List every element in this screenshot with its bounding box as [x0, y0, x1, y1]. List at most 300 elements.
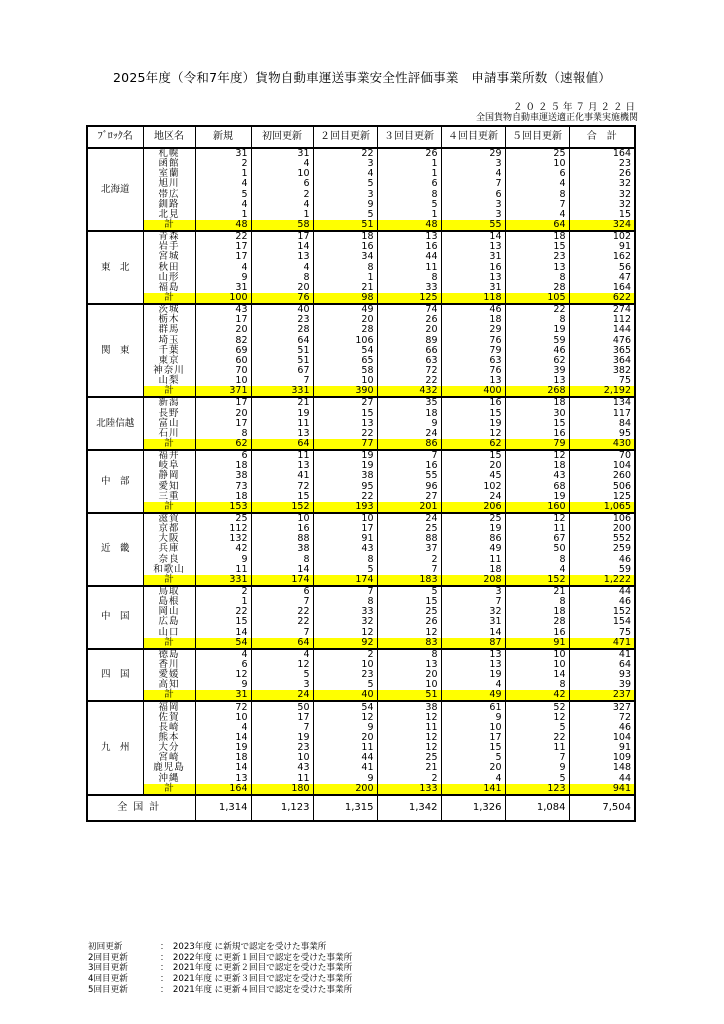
count-cell: 51 [251, 356, 313, 366]
count-cell: 3 [441, 200, 505, 210]
footnote-key: 5回目更新 [88, 984, 128, 995]
subtotal-cell: 324 [569, 220, 635, 231]
area-name: 熊本 [143, 733, 195, 743]
count-cell: 38 [251, 544, 313, 554]
count-cell: 5 [377, 200, 441, 210]
count-cell: 20 [441, 763, 505, 773]
subtotal-cell: 48 [377, 220, 441, 231]
count-cell: 17 [195, 419, 251, 429]
subtotal-label: 計 [143, 220, 195, 231]
count-cell: 12 [505, 450, 569, 461]
count-cell: 106 [313, 336, 377, 346]
count-cell: 13 [313, 419, 377, 429]
area-name: 愛知 [143, 482, 195, 492]
count-cell: 40 [251, 304, 313, 315]
count-cell: 17 [195, 242, 251, 252]
count-cell: 41 [313, 763, 377, 773]
count-cell: 4 [195, 179, 251, 189]
subtotal-cell: 2,192 [569, 386, 635, 397]
count-cell: 10 [313, 376, 377, 386]
area-name: 静岡 [143, 471, 195, 481]
footnote-key: 2回目更新 [88, 952, 128, 963]
count-cell: 8 [377, 190, 441, 200]
count-cell: 79 [441, 346, 505, 356]
count-cell: 19 [505, 492, 569, 502]
area-name: 福井 [143, 450, 195, 461]
count-cell: 6 [251, 179, 313, 189]
count-cell: 14 [195, 763, 251, 773]
count-cell: 93 [569, 670, 635, 680]
count-cell: 61 [441, 701, 505, 712]
area-name: 秋田 [143, 263, 195, 273]
count-cell: 70 [195, 366, 251, 376]
count-cell: 144 [569, 325, 635, 335]
subtotal-cell: 83 [377, 638, 441, 649]
area-name: 広島 [143, 617, 195, 627]
count-cell: 18 [313, 231, 377, 242]
footnote-text: ： 2022年度 に更新１回目で認定を受けた事業所 [160, 952, 353, 963]
area-name: 愛媛 [143, 670, 195, 680]
count-cell: 4 [251, 200, 313, 210]
count-cell: 14 [251, 565, 313, 575]
count-cell: 1 [251, 210, 313, 220]
count-cell: 8 [313, 597, 377, 607]
subtotal-label: 計 [143, 638, 195, 649]
count-cell: 88 [377, 534, 441, 544]
count-cell: 54 [313, 701, 377, 712]
subtotal-cell: 941 [569, 784, 635, 795]
subtotal-cell: 77 [313, 439, 377, 450]
count-cell: 75 [569, 376, 635, 386]
count-cell: 9 [313, 773, 377, 783]
count-cell: 63 [441, 356, 505, 366]
count-cell: 7 [251, 597, 313, 607]
area-name: 青森 [143, 231, 195, 242]
count-cell: 69 [195, 346, 251, 356]
footnote-item [88, 963, 352, 974]
count-cell: 22 [505, 304, 569, 315]
count-cell: 8 [505, 190, 569, 200]
area-name: 栃木 [143, 315, 195, 325]
count-cell: 34 [313, 252, 377, 262]
count-cell: 11 [313, 743, 377, 753]
subtotal-cell: 64 [251, 638, 313, 649]
count-cell: 7 [377, 565, 441, 575]
page-title: 2025年度（令和7年度）貨物自動車運送事業安全性評価事業 申請事業所数（速報値） [113, 70, 611, 85]
count-cell: 15 [441, 450, 505, 461]
count-cell: 88 [251, 534, 313, 544]
count-cell: 1 [377, 210, 441, 220]
subtotal-cell: 55 [441, 220, 505, 231]
area-name: 三重 [143, 492, 195, 502]
count-cell: 6 [195, 450, 251, 461]
count-cell: 72 [377, 366, 441, 376]
area-name: 奈良 [143, 554, 195, 564]
count-cell: 4 [251, 649, 313, 660]
count-cell: 76 [441, 366, 505, 376]
count-cell: 6 [195, 660, 251, 670]
count-cell: 28 [505, 283, 569, 293]
count-cell: 46 [569, 597, 635, 607]
count-cell: 382 [569, 366, 635, 376]
area-name: 高知 [143, 680, 195, 690]
count-cell: 13 [441, 242, 505, 252]
count-cell: 10 [251, 753, 313, 763]
count-cell: 17 [195, 315, 251, 325]
count-cell: 162 [569, 252, 635, 262]
count-cell: 1 [195, 169, 251, 179]
count-cell: 18 [195, 461, 251, 471]
count-cell: 33 [377, 283, 441, 293]
count-cell: 16 [505, 429, 569, 439]
national-total-cell: 7,504 [569, 795, 635, 821]
subtotal-row [87, 690, 635, 701]
count-cell: 17 [313, 524, 377, 534]
table-header-row [87, 126, 635, 148]
count-cell: 17 [195, 397, 251, 408]
count-cell: 91 [569, 242, 635, 252]
count-cell: 3 [441, 586, 505, 597]
count-cell: 12 [505, 513, 569, 524]
subtotal-cell: 206 [441, 502, 505, 513]
subtotal-label: 計 [143, 439, 195, 450]
count-cell: 22 [251, 607, 313, 617]
subtotal-cell: 54 [195, 638, 251, 649]
count-cell: 104 [569, 461, 635, 471]
area-name: 山形 [143, 273, 195, 283]
count-cell: 54 [313, 346, 377, 356]
count-cell: 19 [505, 325, 569, 335]
count-cell: 2 [195, 586, 251, 597]
count-cell: 31 [195, 283, 251, 293]
area-name: 帯広 [143, 190, 195, 200]
count-cell: 24 [377, 513, 441, 524]
subtotal-cell: 432 [377, 386, 441, 397]
count-cell: 50 [505, 544, 569, 554]
count-cell: 13 [251, 252, 313, 262]
count-cell: 42 [195, 544, 251, 554]
count-cell: 28 [251, 325, 313, 335]
count-cell: 21 [313, 283, 377, 293]
count-cell: 46 [505, 346, 569, 356]
count-cell: 26 [377, 148, 441, 159]
count-cell: 10 [441, 723, 505, 733]
count-cell: 66 [377, 346, 441, 356]
subtotal-cell: 62 [195, 439, 251, 450]
count-cell: 4 [195, 649, 251, 660]
count-cell: 28 [505, 617, 569, 627]
count-cell: 43 [195, 304, 251, 315]
count-cell: 15 [569, 210, 635, 220]
block-name: 中 部 [87, 450, 143, 513]
count-cell: 41 [251, 471, 313, 481]
count-cell: 89 [377, 336, 441, 346]
subtotal-label: 計 [143, 784, 195, 795]
count-cell: 476 [569, 336, 635, 346]
count-cell: 55 [377, 471, 441, 481]
count-cell: 4 [505, 179, 569, 189]
count-cell: 102 [569, 231, 635, 242]
table-row [87, 701, 635, 712]
header-block: ﾌﾞﾛｯｸ名 [87, 126, 143, 148]
area-name: 岡山 [143, 607, 195, 617]
count-cell: 96 [377, 482, 441, 492]
count-cell: 17 [251, 231, 313, 242]
count-cell: 39 [505, 366, 569, 376]
count-cell: 12 [377, 733, 441, 743]
count-cell: 18 [505, 397, 569, 408]
table-row [87, 763, 635, 773]
count-cell: 72 [569, 713, 635, 723]
count-cell: 19 [251, 733, 313, 743]
count-cell: 13 [441, 649, 505, 660]
count-cell: 5 [377, 586, 441, 597]
count-cell: 16 [505, 627, 569, 637]
count-cell: 47 [569, 273, 635, 283]
subtotal-cell: 79 [505, 439, 569, 450]
count-cell: 5 [195, 190, 251, 200]
count-cell: 17 [441, 733, 505, 743]
count-cell: 327 [569, 701, 635, 712]
header-renewal-2: ２回目更新 [313, 126, 377, 148]
area-name: 石川 [143, 429, 195, 439]
count-cell: 9 [195, 273, 251, 283]
count-cell: 44 [569, 773, 635, 783]
subtotal-cell: 268 [505, 386, 569, 397]
count-cell: 22 [313, 492, 377, 502]
count-cell: 20 [195, 409, 251, 419]
report-date: ２０２５年７月２２日 [512, 102, 638, 113]
count-cell: 134 [569, 397, 635, 408]
subtotal-row [87, 638, 635, 649]
count-cell: 22 [195, 231, 251, 242]
count-cell: 9 [195, 554, 251, 564]
count-cell: 4 [505, 210, 569, 220]
area-name: 埼玉 [143, 336, 195, 346]
subtotal-cell: 51 [377, 690, 441, 701]
count-cell: 109 [569, 753, 635, 763]
count-cell: 9 [377, 419, 441, 429]
count-cell: 14 [441, 627, 505, 637]
count-cell: 23 [251, 315, 313, 325]
count-cell: 13 [377, 231, 441, 242]
count-cell: 125 [569, 492, 635, 502]
header-area: 地区名 [143, 126, 195, 148]
count-cell: 132 [195, 534, 251, 544]
subtotal-cell: 237 [569, 690, 635, 701]
subtotal-cell: 400 [441, 386, 505, 397]
count-cell: 22 [505, 733, 569, 743]
count-cell: 18 [505, 231, 569, 242]
area-name: 茨城 [143, 304, 195, 315]
subtotal-cell: 153 [195, 502, 251, 513]
count-cell: 22 [313, 429, 377, 439]
block-name: 関 東 [87, 304, 143, 397]
count-cell: 5 [313, 565, 377, 575]
footnote-key: 3回目更新 [88, 963, 128, 974]
subtotal-cell: 125 [377, 293, 441, 304]
count-cell: 7 [505, 753, 569, 763]
count-cell: 82 [195, 336, 251, 346]
count-cell: 14 [505, 670, 569, 680]
count-cell: 8 [251, 554, 313, 564]
count-cell: 7 [251, 627, 313, 637]
header-total: 合 計 [569, 126, 635, 148]
count-cell: 29 [441, 148, 505, 159]
count-cell: 63 [377, 356, 441, 366]
footnote-text: ： 2021年度 に更新３回目で認定を受けた事業所 [160, 974, 353, 985]
count-cell: 46 [569, 723, 635, 733]
count-cell: 18 [195, 492, 251, 502]
count-cell: 9 [505, 763, 569, 773]
count-cell: 2 [377, 773, 441, 783]
count-cell: 15 [441, 743, 505, 753]
subtotal-cell: 118 [441, 293, 505, 304]
count-cell: 19 [313, 461, 377, 471]
count-cell: 32 [441, 607, 505, 617]
count-cell: 62 [505, 356, 569, 366]
subtotal-cell: 133 [377, 784, 441, 795]
count-cell: 7 [251, 376, 313, 386]
count-cell: 8 [505, 273, 569, 283]
count-cell: 7 [313, 586, 377, 597]
subtotal-row [87, 386, 635, 397]
count-cell: 24 [377, 429, 441, 439]
count-cell: 49 [441, 544, 505, 554]
count-cell: 27 [313, 397, 377, 408]
count-cell: 32 [569, 190, 635, 200]
subtotal-cell: 183 [377, 575, 441, 586]
count-cell: 5 [251, 670, 313, 680]
count-cell: 11 [505, 743, 569, 753]
area-name: 宮崎 [143, 753, 195, 763]
count-cell: 30 [505, 409, 569, 419]
count-cell: 10 [505, 649, 569, 660]
subtotal-cell: 76 [251, 293, 313, 304]
count-cell: 9 [441, 713, 505, 723]
count-cell: 14 [251, 242, 313, 252]
count-cell: 16 [313, 242, 377, 252]
area-name: 兵庫 [143, 544, 195, 554]
count-cell: 104 [569, 733, 635, 743]
count-cell: 21 [251, 397, 313, 408]
area-name: 滋賀 [143, 513, 195, 524]
area-name: 長崎 [143, 723, 195, 733]
count-cell: 8 [251, 273, 313, 283]
count-cell: 50 [251, 701, 313, 712]
table-row [87, 325, 635, 335]
count-cell: 31 [251, 148, 313, 159]
count-cell: 4 [251, 263, 313, 273]
subtotal-cell: 1,065 [569, 502, 635, 513]
count-cell: 38 [313, 471, 377, 481]
count-cell: 38 [195, 471, 251, 481]
subtotal-cell: 49 [441, 690, 505, 701]
count-cell: 10 [377, 680, 441, 690]
count-cell: 76 [441, 336, 505, 346]
area-name: 山梨 [143, 376, 195, 386]
count-cell: 74 [377, 304, 441, 315]
subtotal-cell: 98 [313, 293, 377, 304]
count-cell: 72 [251, 482, 313, 492]
count-cell: 8 [377, 273, 441, 283]
subtotal-cell: 622 [569, 293, 635, 304]
area-name: 東京 [143, 356, 195, 366]
area-name: 室蘭 [143, 169, 195, 179]
count-cell: 59 [505, 336, 569, 346]
count-cell: 26 [377, 315, 441, 325]
subtotal-row [87, 220, 635, 231]
count-cell: 25 [377, 524, 441, 534]
count-cell: 4 [195, 200, 251, 210]
count-cell: 11 [377, 723, 441, 733]
area-name: 富山 [143, 419, 195, 429]
count-cell: 152 [569, 607, 635, 617]
area-name: 福岡 [143, 701, 195, 712]
block-name: 北海道 [87, 148, 143, 231]
count-cell: 59 [569, 565, 635, 575]
subtotal-cell: 100 [195, 293, 251, 304]
count-cell: 164 [569, 148, 635, 159]
national-total-cell: 1,326 [441, 795, 505, 821]
count-cell: 6 [505, 169, 569, 179]
area-name: 徳島 [143, 649, 195, 660]
area-name: 佐賀 [143, 713, 195, 723]
count-cell: 24 [441, 492, 505, 502]
applications-table [86, 125, 636, 822]
table-body [87, 148, 635, 821]
area-name: 鹿児島 [143, 763, 195, 773]
count-cell: 43 [313, 544, 377, 554]
count-cell: 72 [195, 701, 251, 712]
subtotal-cell: 152 [505, 575, 569, 586]
count-cell: 200 [569, 524, 635, 534]
count-cell: 11 [505, 524, 569, 534]
count-cell: 11 [195, 565, 251, 575]
national-total-cell: 1,342 [377, 795, 441, 821]
count-cell: 14 [195, 733, 251, 743]
block-name: 四 国 [87, 649, 143, 702]
count-cell: 2 [195, 159, 251, 169]
count-cell: 33 [313, 607, 377, 617]
count-cell: 15 [251, 492, 313, 502]
count-cell: 25 [441, 513, 505, 524]
area-name: 岩手 [143, 242, 195, 252]
count-cell: 43 [505, 471, 569, 481]
count-cell: 46 [569, 554, 635, 564]
footnote-item [88, 942, 352, 953]
count-cell: 51 [251, 346, 313, 356]
subtotal-cell: 91 [505, 638, 569, 649]
area-name: 宮城 [143, 252, 195, 262]
subtotal-cell: 200 [313, 784, 377, 795]
count-cell: 84 [569, 419, 635, 429]
count-cell: 21 [505, 586, 569, 597]
count-cell: 10 [313, 660, 377, 670]
count-cell: 12 [313, 627, 377, 637]
count-cell: 1 [377, 169, 441, 179]
count-cell: 8 [505, 315, 569, 325]
count-cell: 5 [441, 753, 505, 763]
count-cell: 10 [251, 513, 313, 524]
count-cell: 365 [569, 346, 635, 356]
area-name: 千葉 [143, 346, 195, 356]
count-cell: 12 [377, 627, 441, 637]
count-cell: 20 [195, 325, 251, 335]
count-cell: 10 [313, 513, 377, 524]
subtotal-cell: 208 [441, 575, 505, 586]
count-cell: 20 [377, 325, 441, 335]
